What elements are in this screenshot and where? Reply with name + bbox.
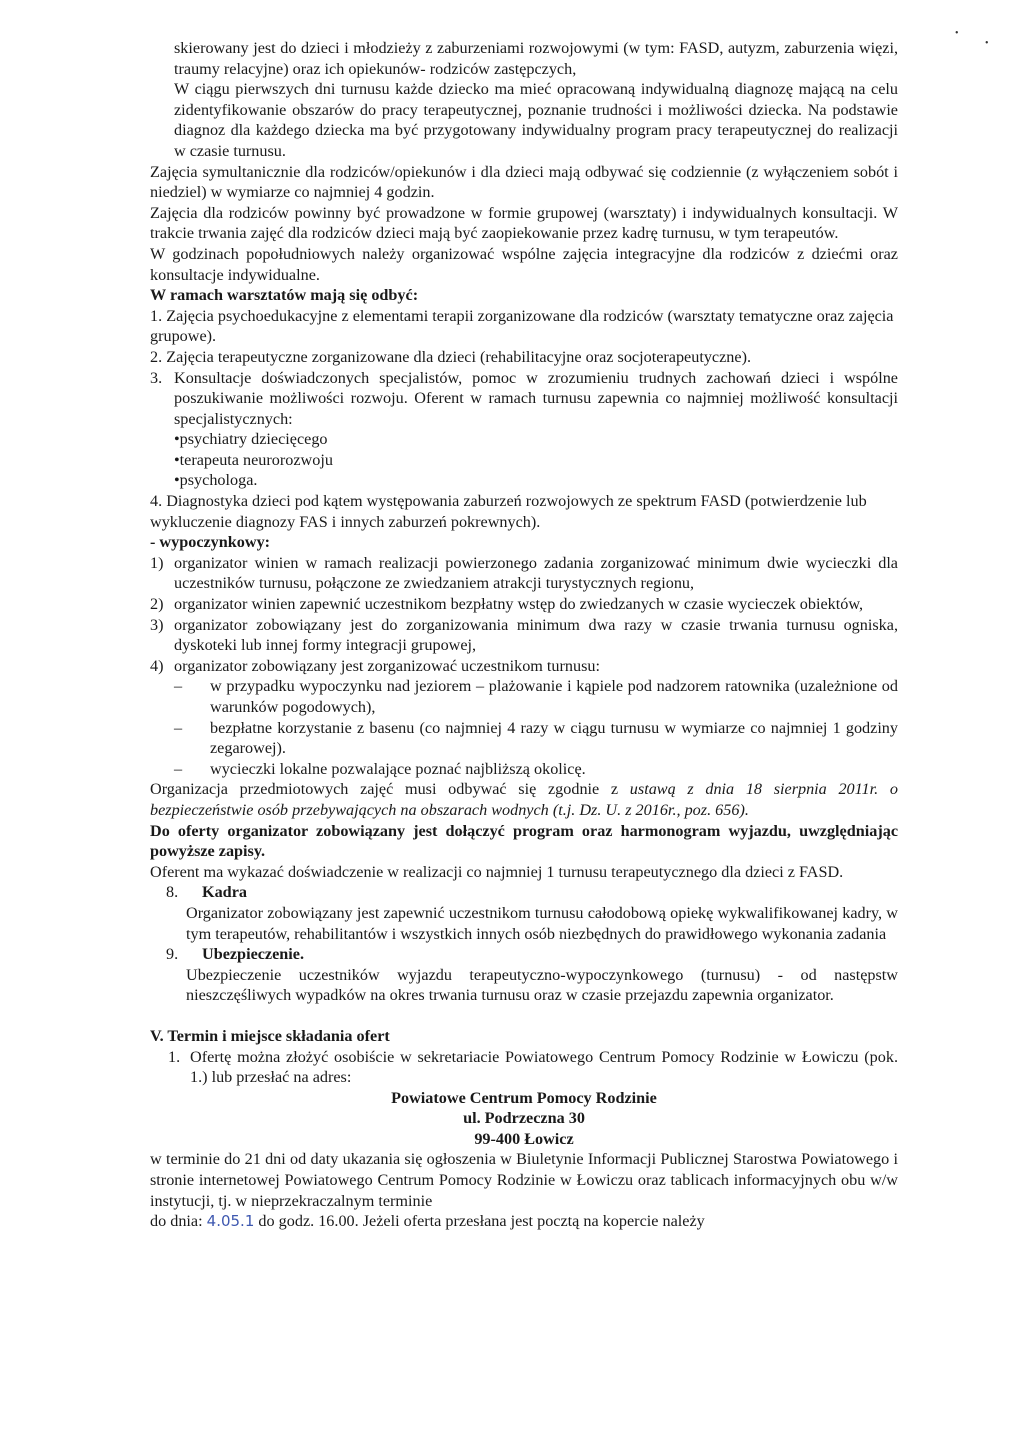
paragraph-parents: Zajęcia dla rodziców powinny być prowadzone w formie grupowej (warsztaty) i indywidualnych konsultacji. W trakcie trwania zajęć dla rodziców dzieci mają być zaopiekowanie przez kadrę turnusu, w tym terapeutów.: [150, 203, 898, 243]
bullet-neuro-therapist: •terapeuta neurorozwoju: [174, 450, 333, 469]
dash-text: w przypadku wypoczynku nad jeziorem – plażowanie i kąpiele pod nadzorem ratownika (uzależnione od warunków pogodowych),: [210, 677, 898, 716]
scan-mark: •: [985, 38, 989, 49]
section-title: Kadra: [202, 883, 247, 902]
item-text: Diagnostyka dzieci pod kątem występowania zaburzeń rozwojowych ze spektrum FASD (potwierdzenie lub wykluczenie diagnozy FAS i innych zaburzeń pokrewnych).: [150, 492, 867, 531]
paragraph-law: [150, 779, 898, 820]
section-v-item-1: [150, 1047, 898, 1088]
section-9-text: Ubezpieczenie uczestników wyjazdu terapeutyczno-wypoczynkowego (turnusu) - od następstw nieszczęśliwych wypadków na okres trwania turnusu oraz w czasie przejazdu zapewnia organizator.: [186, 965, 898, 1005]
workshop-item-4: [150, 491, 898, 532]
item-number: 3): [150, 615, 164, 634]
section-title: Ubezpieczenie.: [202, 945, 305, 964]
deadline-text: w terminie do 21 dni od daty ukazania się ogłoszenia w Biuletynie Informacji Publicznej Starostwa Powiatowego i stronie internetowej Powiatowego Centrum Pomocy Rodzinie w Łowiczu oraz tablicach informacyjnych obu w/w instytucji, tj. w nieprzekraczalnym terminie: [150, 1150, 898, 1210]
bullet-psychologist: •psychologa.: [174, 471, 258, 490]
paragraph-schedule: Zajęcia symultanicznie dla rodziców/opiekunów i dla dzieci mają odbywać się codziennie (z wyłączeniem sobót i niedziel) w wymiarze co najmniej 4 godzin.: [150, 162, 898, 202]
paragraph-bold-note: Do oferty organizator zobowiązany jest dołączyć program oraz harmonogram wyjazdu, uwzględniając powyższe zapisy.: [150, 821, 898, 861]
leisure-dash-pool: [150, 718, 898, 759]
dash-marker: –: [174, 718, 183, 737]
document-page: [150, 38, 898, 1232]
item-number: 4): [150, 656, 164, 675]
section-number: 8.: [166, 883, 179, 902]
item-number: 4.: [150, 492, 163, 511]
dash-marker: –: [174, 677, 183, 696]
leisure-dash-lake: [150, 676, 898, 717]
spacer: [150, 1006, 898, 1026]
leisure-dash-trips: [150, 759, 898, 780]
address-city: 99-400 Łowicz: [474, 1129, 574, 1148]
address-name: Powiatowe Centrum Pomocy Rodzinie: [391, 1088, 657, 1107]
leisure-item-3: [150, 615, 898, 656]
workshop-item-1: [150, 306, 898, 347]
workshops-heading: W ramach warsztatów mają się odbyć:: [150, 286, 419, 305]
section-v-title: V. Termin i miejsce składania ofert: [150, 1026, 390, 1045]
paragraph-afternoon: W godzinach popołudniowych należy organizować wspólne zajęcia integracyjne dla rodziców z dziećmi oraz konsultacje indywidualne.: [150, 244, 898, 284]
dash-marker: –: [174, 759, 183, 778]
section-8-text: Organizator zobowiązany jest zapewnić uczestnikom turnusu całodobową opiekę wykwalifikowanej kadry, w tym terapeutów, rehabilitantów i wszystkich innych osób niezbędnych do prawidłowego wykonania zadania: [186, 903, 898, 943]
item-number: 2.: [150, 347, 163, 366]
leisure-item-4: [150, 656, 898, 677]
item-text: organizator zobowiązany jest do zorganizowania minimum dwa razy w czasie trwania turnusu ogniska, dyskoteki lub innej formy integracji grupowej,: [174, 615, 898, 655]
item-number: 2): [150, 595, 164, 614]
item-text: organizator winien w ramach realizacji powierzonego zadania zorganizować minimum dwie wycieczki dla uczestników turnusu, połączone ze zwiedzaniem atrakcji turystycznych regionu,: [174, 553, 898, 593]
law-citation: ustawą z dnia 18 sierpnia 2011r. o bezpieczeństwie osób przebywających na obszarach wodnych (t.j. Dz. U. z 2016r., poz. 656).: [150, 780, 898, 819]
workshop-item-2: [150, 347, 898, 368]
item-number: 1.: [168, 1047, 181, 1066]
handwritten-date: 4.05.1: [206, 1212, 255, 1231]
section-number: 9.: [166, 945, 179, 964]
section-8-heading: [150, 882, 898, 903]
item-text: Zajęcia terapeutyczne zorganizowane dla dzieci (rehabilitacyjne oraz socjoterapeutyczne).: [166, 347, 752, 366]
address-street: ul. Podrzeczna 30: [463, 1109, 585, 1128]
dash-text: bezpłatne korzystanie z basenu (co najmniej 4 razy w ciągu turnusu w wymiarze co najmniej 1 godziny zegarowej).: [210, 718, 898, 758]
date-tail: do godz. 16.00. Jeżeli oferta przesłana jest pocztą na kopercie należy: [258, 1212, 705, 1231]
date-lead: do dnia:: [150, 1212, 203, 1231]
deadline-date: [150, 1211, 898, 1232]
leisure-item-1: [150, 553, 898, 594]
item-text: Zajęcia psychoedukacyjne z elementami terapii zorganizowane dla rodziców (warsztaty tematyczne oraz zajęcia grupowe).: [150, 306, 894, 346]
scan-mark: •: [955, 28, 959, 39]
leisure-item-2: [150, 594, 898, 615]
paragraph-experience: Oferent ma wykazać doświadczenie w realizacji co najmniej 1 turnusu terapeutycznego dla dzieci z FASD.: [150, 862, 844, 881]
item-text: organizator winien zapewnić uczestnikom bezpłatny wstęp do zwiedzanych w czasie wycieczek obiektów,: [174, 595, 864, 614]
paragraph-diagnosis: W ciągu pierwszych dni turnusu każde dziecko ma mieć opracowaną indywidualną diagnozę mającą na celu zidentyfikowanie obszarów do pracy terapeutycznej, poznanie trudności i możliwości dziecka. Na podstawie diagnoz dla każdego dziecka ma być przygotowany indywidualny program pracy terapeutycznej do realizacji w czasie turnusu.: [174, 80, 898, 160]
item-text: organizator zobowiązany jest zorganizować uczestnikom turnusu:: [174, 656, 600, 675]
bullet-psychiatrist: •psychiatry dziecięcego: [174, 430, 328, 449]
section-9-heading: [150, 944, 898, 965]
item-number: 1): [150, 553, 164, 572]
leisure-heading: - wypoczynkowy:: [150, 533, 271, 552]
workshop-item-3: [150, 368, 898, 430]
item-number: 1.: [150, 306, 163, 325]
dash-text: wycieczki lokalne pozwalające poznać najbliższą okolicę.: [210, 759, 586, 778]
item-text: Konsultacje doświadczonych specjalistów, pomoc w zrozumieniu trudnych zachowań dzieci i wspólne poszukiwanie możliwości rozwoju. Oferent w ramach turnusu zapewnia co najmniej możliwość konsultacji specjalistycznych:: [174, 368, 898, 428]
item-text: Ofertę można złożyć osobiście w sekretariacie Powiatowego Centrum Pomocy Rodzinie w Łowiczu (pok. 1.) lub przesłać na adres:: [190, 1047, 898, 1087]
paragraph-intro: skierowany jest do dzieci i młodzieży z zaburzeniami rozwojowymi (w tym: FASD, autyzm, zaburzenia więzi, traumy relacyjne) oraz ich opiekunów- rodziców zastępczych,: [174, 39, 898, 78]
item-number: 3.: [150, 368, 163, 387]
law-lead: Organizacja przedmiotowych zajęć musi odbywać się zgodnie z: [150, 780, 630, 799]
